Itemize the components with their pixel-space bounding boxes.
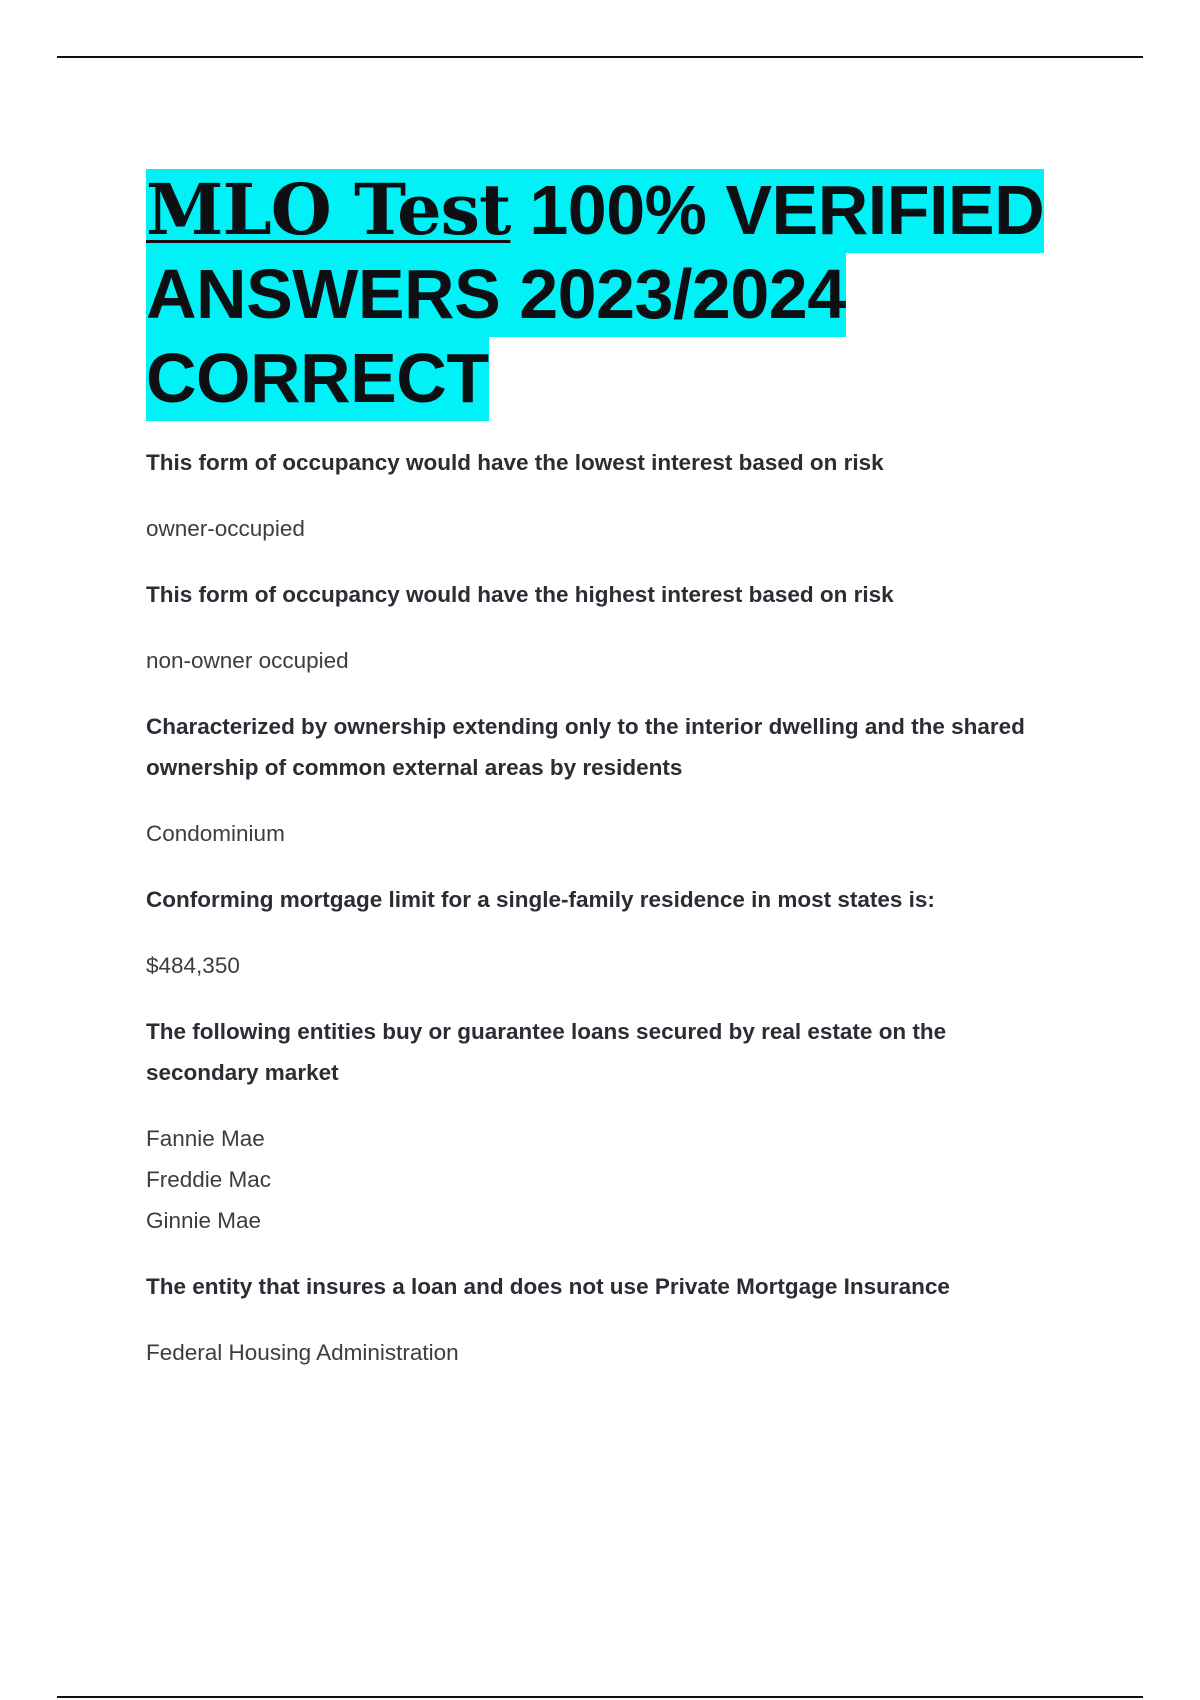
- question-text: This form of occupancy would have the highest interest based on risk: [146, 582, 894, 607]
- answer-block: [146, 1118, 1046, 1241]
- qa-item: [146, 1266, 1046, 1373]
- answer-text: Condominium: [146, 821, 285, 846]
- answer-text: non-owner occupied: [146, 648, 349, 673]
- qa-item: [146, 879, 1046, 986]
- qa-item: [146, 442, 1046, 549]
- qa-item: [146, 706, 1046, 854]
- answer-text: Freddie Mac: [146, 1167, 272, 1192]
- answer-text: Ginnie Mae: [146, 1208, 262, 1233]
- answer-text: owner-occupied: [146, 516, 305, 541]
- document-title: [146, 168, 1046, 420]
- question-text: The entity that insures a loan and does not use Private Mortgage Insurance: [146, 1274, 950, 1299]
- question-text: The following entities buy or guarantee loans secured by real estate on the secondary market: [146, 1019, 947, 1085]
- answer-text: $484,350: [146, 953, 240, 978]
- question-text: This form of occupancy would have the lowest interest based on risk: [146, 450, 884, 475]
- answer-block: [146, 945, 1046, 986]
- question-text: Conforming mortgage limit for a single-family residence in most states is:: [146, 887, 935, 912]
- title-highlight: [146, 169, 1044, 421]
- title-rest: 100% VERIFIED ANSWERS 2023/2024 CORRECT: [146, 171, 1045, 417]
- qa-item: [146, 1011, 1046, 1241]
- answer-block: [146, 508, 1046, 549]
- question-text: Characterized by ownership extending only to the interior dwelling and the shared ownership of common external areas by residents: [146, 714, 1025, 780]
- answer-block: [146, 813, 1046, 854]
- bottom-divider: [57, 1696, 1143, 1698]
- answer-text: Federal Housing Administration: [146, 1340, 459, 1365]
- qa-item: [146, 574, 1046, 681]
- answer-block: [146, 1332, 1046, 1373]
- top-divider: [57, 56, 1143, 58]
- document-body: [146, 168, 1046, 1398]
- answer-block: [146, 640, 1046, 681]
- answer-text: Fannie Mae: [146, 1126, 265, 1151]
- qa-list: [146, 442, 1046, 1373]
- title-link-text: MLO Test: [146, 168, 511, 251]
